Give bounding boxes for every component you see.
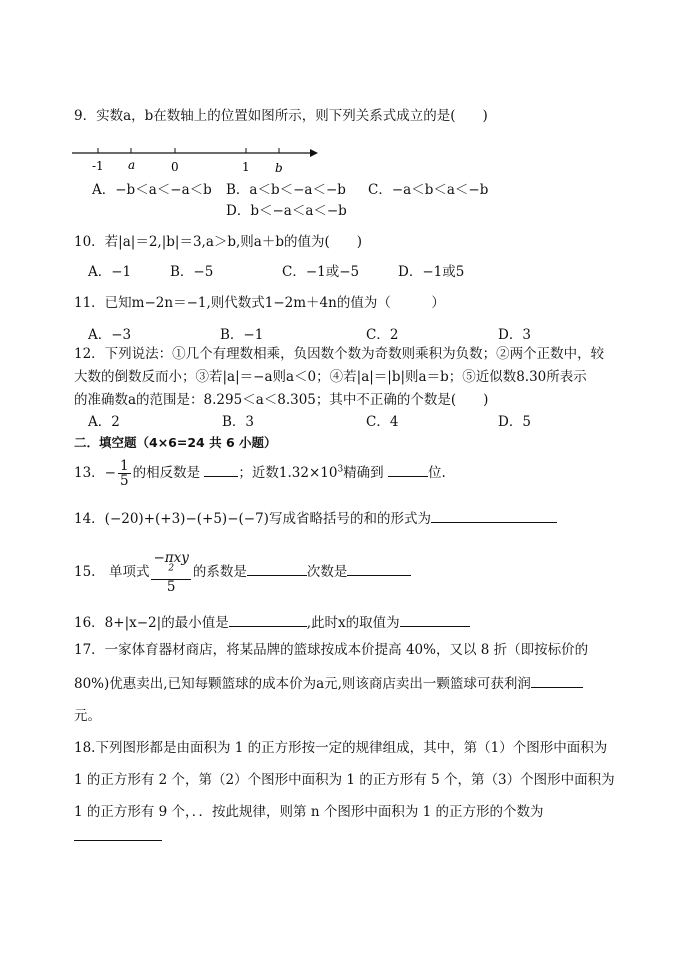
q12-option-a[interactable]: A．2 (88, 414, 120, 430)
q12-option-d[interactable]: D．5 (498, 414, 531, 430)
q12-option-b[interactable]: B．3 (222, 414, 255, 430)
q9-option-b[interactable]: B．a＜b＜−a＜−b (226, 182, 346, 198)
q9-option-d[interactable]: D．b＜−a＜a＜−b (226, 203, 347, 219)
q10-option-a[interactable]: A．−1 (88, 264, 132, 280)
label--1: -1 (92, 159, 104, 173)
q11-option-d[interactable]: D．3 (498, 327, 531, 343)
q15-prefix: 15. 单项式 (74, 564, 150, 580)
label-a: a (128, 158, 136, 172)
number-line-arrow (310, 149, 318, 157)
q13-mid: 的相反数是 (132, 465, 201, 481)
q17-line2-text: 80%)优惠卖出,已知每颗篮球的成本价为a元,则该商店卖出一颗篮球可获利润 (74, 676, 531, 692)
question-9-stem: 9．实数a，b在数轴上的位置如图所示，则下列关系式成立的是( ) (74, 108, 488, 124)
q12-option-c[interactable]: C．4 (366, 414, 399, 430)
q10-option-b[interactable]: B．−5 (170, 264, 214, 280)
q11-option-b[interactable]: B．−1 (220, 327, 264, 343)
q15-mid2: 次数是 (306, 564, 348, 580)
number-line (68, 140, 328, 180)
question-12-line3: 的准确数a的范围是：8.295＜a＜8.305；其中不正确的个数是( ) (74, 392, 489, 408)
q13-blank-2[interactable] (388, 462, 428, 477)
question-18-line2: 1 的正方形有 2 个，第（2）个图形中面积为 1 的正方形有 5 个，第（3）个图形中面积为 (74, 772, 615, 788)
question-14 (74, 508, 557, 529)
q15-frac-num (151, 551, 190, 580)
q13-exponent: 3 (337, 464, 344, 475)
label-b: b (275, 161, 283, 175)
question-17-line2 (74, 673, 583, 694)
q10-option-d[interactable]: D．−1或5 (398, 264, 465, 280)
question-18-line3: 1 的正方形有 9 个，．．按此规律，则第 n 个图形中面积为 1 的正方形的个数为 (74, 804, 544, 820)
q11-option-c[interactable]: C．2 (366, 327, 399, 343)
q16-mid: ,此时x的取值为 (306, 615, 400, 631)
q9-option-c[interactable]: C．−a＜b＜a＜−b (368, 182, 489, 198)
q13-frac-num: 1 (120, 458, 129, 474)
q13-mid3: 精确到 (343, 465, 384, 481)
question-17-line1: 17．一家体育器材商店，将某品牌的篮球按成本价提高 40%，又以 8 折（即按标价的 (74, 642, 589, 658)
question-13 (74, 458, 446, 488)
question-16 (74, 612, 470, 633)
q17-blank[interactable] (531, 673, 583, 688)
q13-blank-1[interactable] (204, 462, 238, 477)
q13-frac-den: 5 (120, 473, 129, 489)
q15-frac-num-text: −πxy (153, 550, 189, 566)
question-15 (74, 551, 411, 594)
question-17-line3: 元。 (74, 708, 101, 724)
q15-mid: 的系数是 (192, 564, 247, 580)
question-12-line2: 大数的倒数反而小；③若|a|＝−a则a＜0；④若|a|＝|b|则a＝b；⑤近似数8.30所表示 (74, 369, 587, 385)
q15-fraction (151, 551, 190, 594)
q11-option-a[interactable]: A．−3 (88, 327, 132, 343)
question-10-stem: 10．若|a|＝2,|b|＝3,a＞b,则a＋b的值为( ) (74, 234, 363, 250)
question-12-line1: 12．下列说法：①几个有理数相乘，负因数个数为奇数则乘积为负数；②两个正数中，较 (74, 346, 605, 362)
label-1: 1 (242, 160, 250, 174)
q15-blank-2[interactable] (347, 561, 411, 576)
q13-fraction (118, 459, 131, 488)
q13-prefix: 13．− (74, 465, 116, 481)
q16-blank-2[interactable] (400, 612, 470, 627)
q14-text: 14．(−20)+(+3)−(+5)−(−7)写成省略括号的和的形式为 (74, 511, 431, 527)
q18-blank[interactable] (74, 840, 162, 841)
q14-blank[interactable] (431, 508, 557, 523)
q13-mid2: ；近数1.32×10 (238, 465, 338, 481)
section-title-fill-in: 二．填空题（4×6=24 共 6 小题） (74, 435, 277, 450)
label-0: 0 (171, 160, 179, 174)
q16-blank-1[interactable] (229, 612, 307, 627)
q13-suffix: 位. (427, 465, 446, 481)
q10-option-c[interactable]: C．−1或−5 (282, 264, 360, 280)
q15-blank-1[interactable] (247, 561, 307, 576)
q15-frac-exp: 2 (168, 563, 175, 574)
question-11-stem: 11．已知m−2n＝−1,则代数式1−2m＋4n的值为（ ） (74, 295, 445, 311)
q16-prefix: 16．8+|x−2|的最小值是 (74, 615, 229, 631)
question-18-line1: 18.下列图形都是由面积为 1 的正方形按一定的规律组成，其中，第（1）个图形中面积为 (74, 740, 608, 756)
q15-frac-den: 5 (166, 579, 176, 595)
q9-option-a[interactable]: A．−b＜a＜−a＜b (92, 182, 212, 198)
